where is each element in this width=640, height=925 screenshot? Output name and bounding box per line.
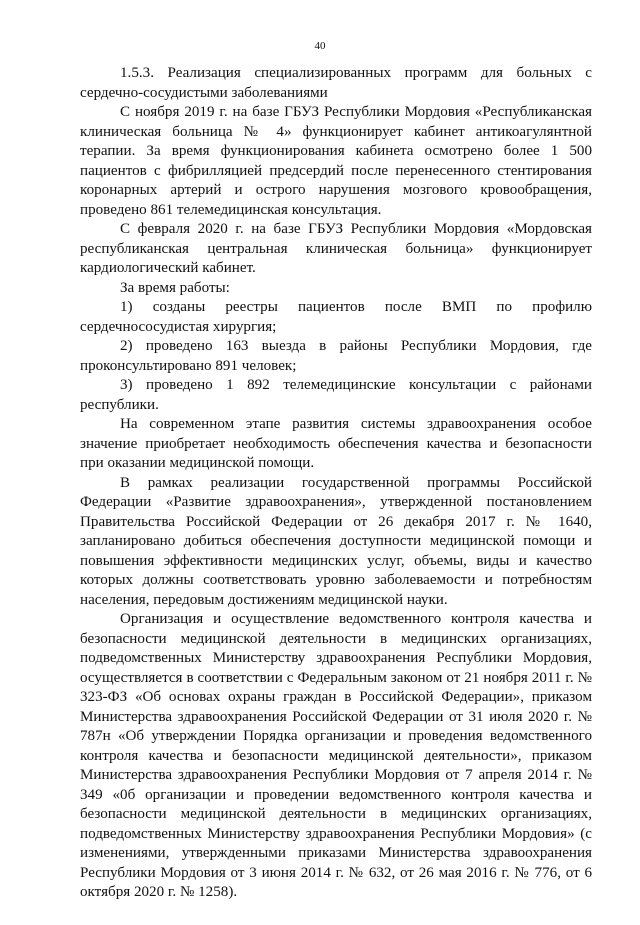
document-body [80,64,592,903]
section-heading: 1.5.3. Реализация специализированных программ для больных с сердечно-сосудистыми заболеваниями [80,65,592,101]
paragraph: В рамках реализации государственной программы Российской Федерации «Развитие здравоохранения», утвержденной постановлением Правительства Российской Федерации от 26 декабря 2017 г. № 1640, запланировано добиться обеспечения доступности медицинской помощи и повышения эффективности медицинских услуг, объемы, виды и качество которых должны соответствовать уровню заболеваемости и потребностям населения, передовым достижениям медицинской науки. [80,474,592,608]
paragraph: Организация и осуществление ведомственного контроля качества и безопасности медицинской деятельности в медицинских организациях, подведомственных Министерству здравоохранения Республики Мордовия, осуществляется в соответствии с Федеральным законом от 21 ноября 2011 г. № 323-ФЗ «Об основах охраны граждан в Российской Федерации», приказом Министерства здравоохранения Российской Федерации от 31 июля 2020 г. № 787н «Об утверждении Порядка организации и проведения ведомственного контроля качества и безопасности медицинской деятельности», приказом Министерства здравоохранения Республики Мордовия от 7 апреля 2014 г. № 349 «0б организации и проведении ведомственного контроля качества и безопасности медицинской деятельности в медицинских организациях, подведомственных Министерству здравоохранения Республики Мордовия» (с изменениями, утвержденными приказами Министерства здравоохранения Республики Мордовия от 3 июня 2014 г. № 632, от 26 мая 2016 г. № 776, от 6 октября 2020 г. № 1258). [80,611,592,900]
page-number: 40 [314,40,326,52]
list-item: 1) созданы реестры пациентов после ВМП по профилю сердечнососудистая хирургия; [80,299,592,335]
list-item: 3) проведено 1 892 телемедицинские консультации с районами республики. [80,377,592,413]
paragraph: С ноября 2019 г. на базе ГБУЗ Республики Мордовия «Республиканская клиническая больница № 4» функционирует кабинет антикоагулянтной терапии. За время функционирования кабинета осмотрено более 1 500 пациентов с фибрилляцией предсердий после перенесенного стентирования коронарных артерий и острого нарушения мозгового кровообращения, проведено 861 телемедицинская консультация. [80,104,592,218]
paragraph: На современном этапе развития системы здравоохранения особое значение приобретает необходимость обеспечения качества и безопасности при оказании медицинской помощи. [80,416,592,471]
paragraph: За время работы: [120,279,230,296]
list-item: 2) проведено 163 выезда в районы Республики Мордовия, где проконсультировано 891 человек; [80,338,592,374]
paragraph: С февраля 2020 г. на базе ГБУЗ Республики Мордовия «Мордовская республиканская центральная клиническая больница» функционирует кардиологический кабинет. [80,221,592,276]
